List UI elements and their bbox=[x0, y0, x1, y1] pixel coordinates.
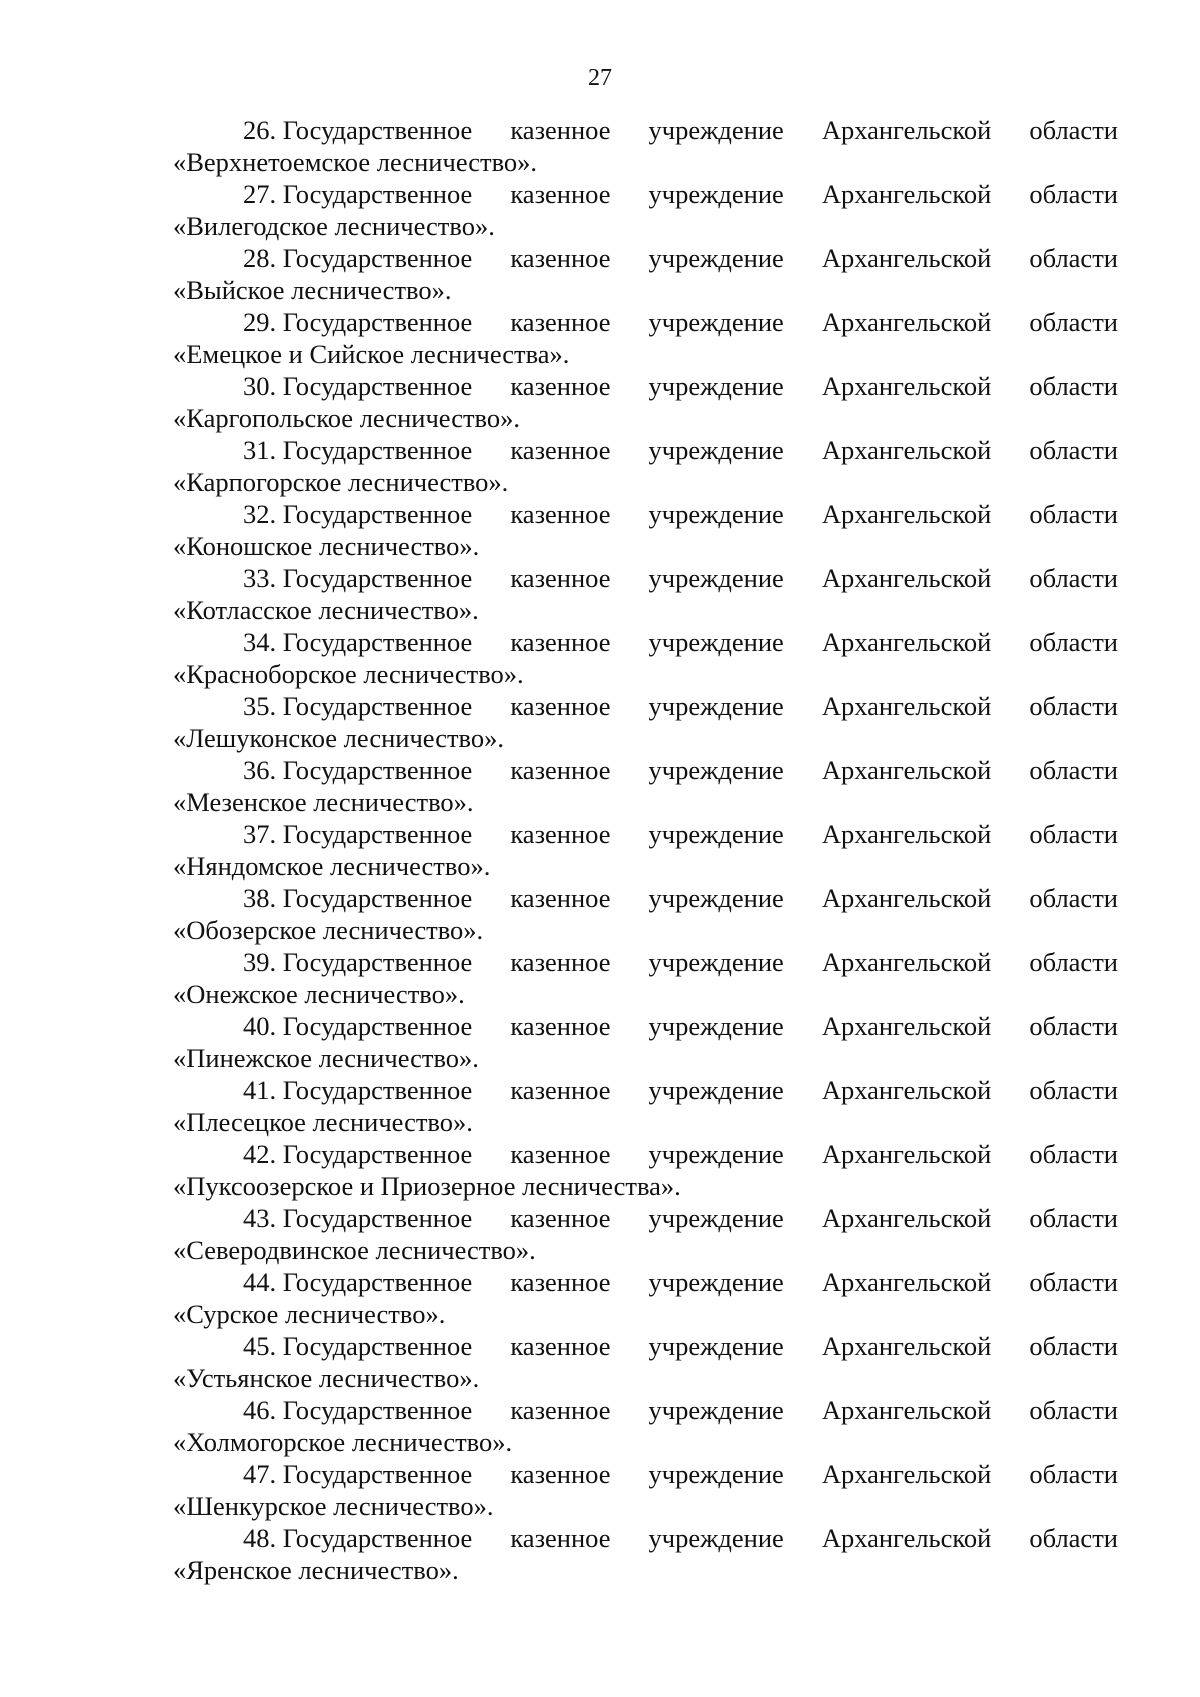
word-institution: Государственное bbox=[282, 755, 473, 785]
item-name: «Няндомское лесничество». bbox=[173, 851, 491, 881]
word-region: Архангельской bbox=[821, 1139, 992, 1169]
item-name: «Холмогорское лесничество». bbox=[173, 1427, 513, 1457]
word-region: Архангельской bbox=[821, 435, 992, 465]
word-oblast: области bbox=[1029, 1203, 1118, 1233]
item-first-line bbox=[173, 1394, 1118, 1426]
item-first-line bbox=[173, 818, 1118, 850]
item-first-line bbox=[173, 1458, 1118, 1490]
item-name: «Плесецкое лесничество». bbox=[173, 1107, 473, 1137]
word-region: Архангельской bbox=[821, 691, 992, 721]
item-first-line bbox=[173, 1138, 1118, 1170]
item-name: «Онежское лесничество». bbox=[173, 979, 465, 1009]
item-first-line bbox=[173, 306, 1118, 338]
list-item bbox=[173, 178, 1118, 242]
word-establishment: учреждение bbox=[648, 1203, 784, 1233]
item-first-line bbox=[173, 434, 1118, 466]
word-establishment: учреждение bbox=[648, 1011, 784, 1041]
item-first-line bbox=[173, 690, 1118, 722]
word-state-funded: казенное bbox=[510, 1075, 611, 1105]
item-number: 28. bbox=[243, 243, 277, 273]
word-region: Архангельской bbox=[821, 627, 992, 657]
item-lead bbox=[243, 562, 472, 594]
item-number: 40. bbox=[243, 1011, 277, 1041]
item-name: «Красноборское лесничество». bbox=[173, 659, 524, 689]
word-state-funded: казенное bbox=[510, 819, 611, 849]
word-state-funded: казенное bbox=[510, 1523, 611, 1553]
word-oblast: области bbox=[1029, 947, 1118, 977]
word-establishment: учреждение bbox=[648, 499, 784, 529]
word-institution: Государственное bbox=[282, 371, 473, 401]
word-oblast: области bbox=[1029, 243, 1118, 273]
word-state-funded: казенное bbox=[510, 243, 611, 273]
word-institution: Государственное bbox=[282, 435, 473, 465]
word-region: Архангельской bbox=[821, 179, 992, 209]
word-oblast: области bbox=[1029, 1075, 1118, 1105]
item-lead bbox=[243, 882, 472, 914]
list-item bbox=[173, 434, 1118, 498]
list-item bbox=[173, 498, 1118, 562]
word-oblast: области bbox=[1029, 307, 1118, 337]
item-name: «Обозерское лесничество». bbox=[173, 915, 484, 945]
word-establishment: учреждение bbox=[648, 1267, 784, 1297]
word-state-funded: казенное bbox=[510, 627, 611, 657]
word-institution: Государственное bbox=[282, 1011, 473, 1041]
word-state-funded: казенное bbox=[510, 499, 611, 529]
word-state-funded: казенное bbox=[510, 1011, 611, 1041]
list-item bbox=[173, 946, 1118, 1010]
word-region: Архангельской bbox=[821, 1075, 992, 1105]
item-lead bbox=[243, 1458, 472, 1490]
word-region: Архангельской bbox=[821, 243, 992, 273]
word-establishment: учреждение bbox=[648, 115, 784, 145]
word-region: Архангельской bbox=[821, 1459, 992, 1489]
item-number: 33. bbox=[243, 563, 277, 593]
word-oblast: области bbox=[1029, 1267, 1118, 1297]
word-oblast: области bbox=[1029, 883, 1118, 913]
word-state-funded: казенное bbox=[510, 755, 611, 785]
list-item bbox=[173, 1074, 1118, 1138]
list-item bbox=[173, 1202, 1118, 1266]
word-establishment: учреждение bbox=[648, 627, 784, 657]
word-establishment: учреждение bbox=[648, 1139, 784, 1169]
item-first-line bbox=[173, 1010, 1118, 1042]
list-item bbox=[173, 1266, 1118, 1330]
word-oblast: области bbox=[1029, 179, 1118, 209]
list-item bbox=[173, 562, 1118, 626]
word-institution: Государственное bbox=[282, 1459, 473, 1489]
list-item bbox=[173, 1010, 1118, 1074]
item-number: 30. bbox=[243, 371, 277, 401]
item-number: 39. bbox=[243, 947, 277, 977]
word-establishment: учреждение bbox=[648, 563, 784, 593]
word-state-funded: казенное bbox=[510, 1139, 611, 1169]
word-state-funded: казенное bbox=[510, 1395, 611, 1425]
item-name: «Каргопольское лесничество». bbox=[173, 403, 521, 433]
word-oblast: области bbox=[1029, 627, 1118, 657]
word-oblast: области bbox=[1029, 819, 1118, 849]
word-state-funded: казенное bbox=[510, 563, 611, 593]
item-number: 45. bbox=[243, 1331, 277, 1361]
word-institution: Государственное bbox=[282, 307, 473, 337]
item-name: «Устьянское лесничество». bbox=[173, 1363, 480, 1393]
list-item bbox=[173, 306, 1118, 370]
item-name: «Котласское лесничество». bbox=[173, 595, 479, 625]
word-state-funded: казенное bbox=[510, 179, 611, 209]
word-state-funded: казенное bbox=[510, 1267, 611, 1297]
word-institution: Государственное bbox=[282, 691, 473, 721]
item-number: 37. bbox=[243, 819, 277, 849]
item-number: 47. bbox=[243, 1459, 277, 1489]
list-item bbox=[173, 1330, 1118, 1394]
list-item bbox=[173, 1394, 1118, 1458]
list-item bbox=[173, 370, 1118, 434]
item-lead bbox=[243, 1074, 472, 1106]
item-name: «Сурское лесничество». bbox=[173, 1299, 446, 1329]
word-region: Архангельской bbox=[821, 1395, 992, 1425]
word-establishment: учреждение bbox=[648, 371, 784, 401]
word-state-funded: казенное bbox=[510, 435, 611, 465]
item-lead bbox=[243, 114, 472, 146]
document-body bbox=[173, 114, 1118, 1586]
list-item bbox=[173, 882, 1118, 946]
item-number: 35. bbox=[243, 691, 277, 721]
item-number: 48. bbox=[243, 1523, 277, 1553]
word-institution: Государственное bbox=[282, 947, 473, 977]
word-oblast: области bbox=[1029, 1459, 1118, 1489]
word-institution: Государственное bbox=[282, 819, 473, 849]
item-number: 44. bbox=[243, 1267, 277, 1297]
item-lead bbox=[243, 1330, 472, 1362]
item-number: 26. bbox=[243, 115, 277, 145]
word-institution: Государственное bbox=[282, 1139, 473, 1169]
item-name: «Верхнетоемское лесничество». bbox=[173, 147, 538, 177]
word-state-funded: казенное bbox=[510, 883, 611, 913]
item-first-line bbox=[173, 946, 1118, 978]
item-lead bbox=[243, 1522, 472, 1554]
word-region: Архангельской bbox=[821, 1331, 992, 1361]
word-region: Архангельской bbox=[821, 883, 992, 913]
word-state-funded: казенное bbox=[510, 115, 611, 145]
word-state-funded: казенное bbox=[510, 947, 611, 977]
word-establishment: учреждение bbox=[648, 1523, 784, 1553]
list-item bbox=[173, 1138, 1118, 1202]
item-first-line bbox=[173, 1074, 1118, 1106]
item-name: «Шенкурское лесничество». bbox=[173, 1491, 494, 1521]
item-number: 31. bbox=[243, 435, 277, 465]
item-first-line bbox=[173, 1330, 1118, 1362]
item-first-line bbox=[173, 882, 1118, 914]
item-lead bbox=[243, 946, 472, 978]
word-region: Архангельской bbox=[821, 1267, 992, 1297]
item-number: 46. bbox=[243, 1395, 277, 1425]
word-establishment: учреждение bbox=[648, 307, 784, 337]
word-establishment: учреждение bbox=[648, 435, 784, 465]
word-region: Архангельской bbox=[821, 947, 992, 977]
word-establishment: учреждение bbox=[648, 243, 784, 273]
item-lead bbox=[243, 306, 472, 338]
word-state-funded: казенное bbox=[510, 691, 611, 721]
word-institution: Государственное bbox=[282, 1075, 473, 1105]
word-institution: Государственное bbox=[282, 627, 473, 657]
item-number: 42. bbox=[243, 1139, 277, 1169]
word-state-funded: казенное bbox=[510, 371, 611, 401]
word-state-funded: казенное bbox=[510, 1331, 611, 1361]
item-first-line bbox=[173, 178, 1118, 210]
list-item bbox=[173, 690, 1118, 754]
word-oblast: области bbox=[1029, 563, 1118, 593]
item-first-line bbox=[173, 626, 1118, 658]
item-first-line bbox=[173, 370, 1118, 402]
word-institution: Государственное bbox=[282, 1523, 473, 1553]
word-oblast: области bbox=[1029, 755, 1118, 785]
item-first-line bbox=[173, 498, 1118, 530]
item-first-line bbox=[173, 242, 1118, 274]
word-oblast: области bbox=[1029, 499, 1118, 529]
list-item bbox=[173, 114, 1118, 178]
item-lead bbox=[243, 818, 472, 850]
item-number: 29. bbox=[243, 307, 277, 337]
word-institution: Государственное bbox=[282, 115, 473, 145]
list-item bbox=[173, 626, 1118, 690]
word-establishment: учреждение bbox=[648, 1395, 784, 1425]
item-name: «Карпогорское лесничество». bbox=[173, 467, 509, 497]
word-state-funded: казенное bbox=[510, 1459, 611, 1489]
item-lead bbox=[243, 434, 472, 466]
word-oblast: области bbox=[1029, 1331, 1118, 1361]
item-number: 27. bbox=[243, 179, 277, 209]
word-region: Архангельской bbox=[821, 115, 992, 145]
item-first-line bbox=[173, 562, 1118, 594]
item-lead bbox=[243, 1010, 472, 1042]
word-oblast: области bbox=[1029, 371, 1118, 401]
word-state-funded: казенное bbox=[510, 1203, 611, 1233]
word-establishment: учреждение bbox=[648, 1331, 784, 1361]
word-establishment: учреждение bbox=[648, 755, 784, 785]
item-lead bbox=[243, 754, 472, 786]
item-number: 38. bbox=[243, 883, 277, 913]
item-lead bbox=[243, 690, 472, 722]
item-number: 32. bbox=[243, 499, 277, 529]
word-institution: Государственное bbox=[282, 1331, 473, 1361]
item-first-line bbox=[173, 754, 1118, 786]
word-institution: Государственное bbox=[282, 1395, 473, 1425]
word-oblast: области bbox=[1029, 1395, 1118, 1425]
item-lead bbox=[243, 370, 472, 402]
word-oblast: области bbox=[1029, 691, 1118, 721]
word-region: Архангельской bbox=[821, 1011, 992, 1041]
word-oblast: области bbox=[1029, 435, 1118, 465]
word-oblast: области bbox=[1029, 1011, 1118, 1041]
item-lead bbox=[243, 1266, 472, 1298]
word-establishment: учреждение bbox=[648, 691, 784, 721]
word-institution: Государственное bbox=[282, 179, 473, 209]
item-first-line bbox=[173, 1266, 1118, 1298]
word-state-funded: казенное bbox=[510, 307, 611, 337]
list-item bbox=[173, 754, 1118, 818]
item-name: «Яренское лесничество». bbox=[173, 1555, 459, 1585]
word-establishment: учреждение bbox=[648, 179, 784, 209]
item-name: «Коношское лесничество». bbox=[173, 531, 480, 561]
word-region: Архангельской bbox=[821, 1203, 992, 1233]
word-region: Архангельской bbox=[821, 755, 992, 785]
word-establishment: учреждение bbox=[648, 1075, 784, 1105]
list-item bbox=[173, 818, 1118, 882]
word-region: Архангельской bbox=[821, 371, 992, 401]
word-institution: Государственное bbox=[282, 1267, 473, 1297]
item-name: «Пуксоозерское и Приозерное лесничества». bbox=[173, 1171, 681, 1201]
item-name: «Вилегодское лесничество». bbox=[173, 211, 495, 241]
word-institution: Государственное bbox=[282, 883, 473, 913]
word-establishment: учреждение bbox=[648, 947, 784, 977]
word-establishment: учреждение bbox=[648, 883, 784, 913]
item-number: 36. bbox=[243, 755, 277, 785]
word-institution: Государственное bbox=[282, 1203, 473, 1233]
item-name: «Мезенское лесничество». bbox=[173, 787, 474, 817]
word-region: Архангельской bbox=[821, 307, 992, 337]
word-institution: Государственное bbox=[282, 243, 473, 273]
item-lead bbox=[243, 626, 472, 658]
item-lead bbox=[243, 178, 472, 210]
item-number: 41. bbox=[243, 1075, 277, 1105]
item-name: «Выйское лесничество». bbox=[173, 275, 452, 305]
item-name: «Емецкое и Сийское лесничества». bbox=[173, 339, 570, 369]
word-establishment: учреждение bbox=[648, 819, 784, 849]
list-item bbox=[173, 242, 1118, 306]
word-oblast: области bbox=[1029, 1139, 1118, 1169]
list-item bbox=[173, 1522, 1118, 1586]
item-first-line bbox=[173, 1202, 1118, 1234]
item-first-line bbox=[173, 114, 1118, 146]
word-region: Архангельской bbox=[821, 819, 992, 849]
item-first-line bbox=[173, 1522, 1118, 1554]
item-lead bbox=[243, 1202, 472, 1234]
item-number: 43. bbox=[243, 1203, 277, 1233]
item-lead bbox=[243, 498, 472, 530]
item-name: «Северодвинское лесничество». bbox=[173, 1235, 536, 1265]
word-institution: Государственное bbox=[282, 499, 473, 529]
word-establishment: учреждение bbox=[648, 1459, 784, 1489]
page-number: 27 bbox=[588, 65, 612, 91]
item-name: «Лешуконское лесничество». bbox=[173, 723, 504, 753]
item-lead bbox=[243, 242, 472, 274]
list-item bbox=[173, 1458, 1118, 1522]
word-institution: Государственное bbox=[282, 563, 473, 593]
word-region: Архангельской bbox=[821, 563, 992, 593]
item-lead bbox=[243, 1394, 472, 1426]
item-number: 34. bbox=[243, 627, 277, 657]
word-region: Архангельской bbox=[821, 499, 992, 529]
item-name: «Пинежское лесничество». bbox=[173, 1043, 479, 1073]
word-region: Архангельской bbox=[821, 1523, 992, 1553]
word-oblast: области bbox=[1029, 1523, 1118, 1553]
item-lead bbox=[243, 1138, 472, 1170]
word-oblast: области bbox=[1029, 115, 1118, 145]
